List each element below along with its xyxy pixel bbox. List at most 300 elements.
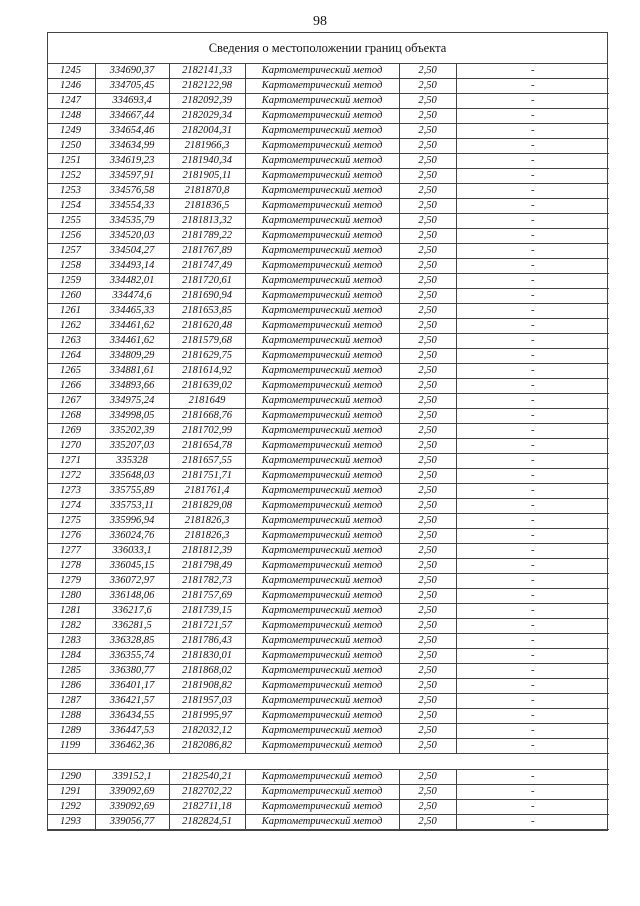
x-coordinate-cell: 336033,1 [95, 544, 169, 559]
description-cell: - [456, 634, 609, 649]
y-coordinate-cell: 2181702,99 [169, 424, 245, 439]
table-row [48, 349, 609, 364]
x-coordinate-cell: 334474,6 [95, 289, 169, 304]
y-coordinate-cell: 2181579,68 [169, 334, 245, 349]
point-number-cell: 1292 [48, 800, 95, 815]
table-row [48, 709, 609, 724]
description-cell: - [456, 544, 609, 559]
accuracy-cell: 2,50 [399, 815, 456, 830]
x-coordinate-cell: 336401,17 [95, 679, 169, 694]
method-cell: Картометрический метод [245, 649, 399, 664]
boundary-points-body [48, 64, 609, 830]
point-number-cell: 1267 [48, 394, 95, 409]
x-coordinate-cell: 334504,27 [95, 244, 169, 259]
table-row [48, 800, 609, 815]
accuracy-cell: 2,50 [399, 604, 456, 619]
description-cell: - [456, 589, 609, 604]
method-cell: Картометрический метод [245, 439, 399, 454]
method-cell: Картометрический метод [245, 394, 399, 409]
point-number-cell: 1245 [48, 64, 95, 79]
x-coordinate-cell: 336434,55 [95, 709, 169, 724]
y-coordinate-cell: 2181747,49 [169, 259, 245, 274]
table-row [48, 424, 609, 439]
point-number-cell: 1259 [48, 274, 95, 289]
table-row [48, 634, 609, 649]
point-number-cell: 1264 [48, 349, 95, 364]
point-number-cell: 1266 [48, 379, 95, 394]
method-cell: Картометрический метод [245, 214, 399, 229]
method-cell: Картометрический метод [245, 289, 399, 304]
x-coordinate-cell: 339152,1 [95, 770, 169, 785]
point-number-cell: 1246 [48, 79, 95, 94]
table-row [48, 364, 609, 379]
x-coordinate-cell: 336045,15 [95, 559, 169, 574]
description-cell: - [456, 79, 609, 94]
method-cell: Картометрический метод [245, 589, 399, 604]
point-number-cell: 1291 [48, 785, 95, 800]
table-row [48, 589, 609, 604]
method-cell: Картометрический метод [245, 634, 399, 649]
method-cell: Картометрический метод [245, 544, 399, 559]
point-number-cell: 1253 [48, 184, 95, 199]
x-coordinate-cell: 334576,58 [95, 184, 169, 199]
x-coordinate-cell: 339092,69 [95, 800, 169, 815]
table-row [48, 319, 609, 334]
method-cell: Картометрический метод [245, 800, 399, 815]
accuracy-cell: 2,50 [399, 79, 456, 94]
point-number-cell: 1281 [48, 604, 95, 619]
accuracy-cell: 2,50 [399, 589, 456, 604]
description-cell: - [456, 334, 609, 349]
table-row [48, 64, 609, 79]
method-cell: Картометрический метод [245, 184, 399, 199]
y-coordinate-cell: 2181639,02 [169, 379, 245, 394]
table-row [48, 229, 609, 244]
accuracy-cell: 2,50 [399, 559, 456, 574]
method-cell: Картометрический метод [245, 739, 399, 754]
table-row [48, 244, 609, 259]
y-coordinate-cell: 2181649 [169, 394, 245, 409]
accuracy-cell: 2,50 [399, 574, 456, 589]
point-number-cell: 1270 [48, 439, 95, 454]
point-number-cell: 1274 [48, 499, 95, 514]
x-coordinate-cell: 336148,06 [95, 589, 169, 604]
y-coordinate-cell: 2181757,69 [169, 589, 245, 604]
table-row [48, 574, 609, 589]
description-cell: - [456, 109, 609, 124]
x-coordinate-cell: 335755,89 [95, 484, 169, 499]
table-row [48, 214, 609, 229]
accuracy-cell: 2,50 [399, 379, 456, 394]
table-row [48, 664, 609, 679]
method-cell: Картометрический метод [245, 274, 399, 289]
x-coordinate-cell: 334482,01 [95, 274, 169, 289]
point-number-cell: 1251 [48, 154, 95, 169]
accuracy-cell: 2,50 [399, 439, 456, 454]
table-row [48, 739, 609, 754]
accuracy-cell: 2,50 [399, 649, 456, 664]
point-number-cell: 1257 [48, 244, 95, 259]
y-coordinate-cell: 2182032,12 [169, 724, 245, 739]
accuracy-cell: 2,50 [399, 694, 456, 709]
y-coordinate-cell: 2181653,85 [169, 304, 245, 319]
table-row [48, 289, 609, 304]
point-number-cell: 1282 [48, 619, 95, 634]
y-coordinate-cell: 2181654,78 [169, 439, 245, 454]
description-cell: - [456, 169, 609, 184]
point-number-cell: 1289 [48, 724, 95, 739]
accuracy-cell: 2,50 [399, 709, 456, 724]
x-coordinate-cell: 336355,74 [95, 649, 169, 664]
method-cell: Картометрический метод [245, 94, 399, 109]
x-coordinate-cell: 336281,5 [95, 619, 169, 634]
table-row [48, 679, 609, 694]
point-number-cell: 1286 [48, 679, 95, 694]
accuracy-cell: 2,50 [399, 169, 456, 184]
description-cell: - [456, 304, 609, 319]
accuracy-cell: 2,50 [399, 289, 456, 304]
description-cell: - [456, 454, 609, 469]
x-coordinate-cell: 334461,62 [95, 319, 169, 334]
x-coordinate-cell: 334461,62 [95, 334, 169, 349]
point-number-cell: 1268 [48, 409, 95, 424]
point-number-cell: 1252 [48, 169, 95, 184]
method-cell: Картометрический метод [245, 499, 399, 514]
method-cell: Картометрический метод [245, 304, 399, 319]
point-number-cell: 1249 [48, 124, 95, 139]
y-coordinate-cell: 2181905,11 [169, 169, 245, 184]
method-cell: Картометрический метод [245, 484, 399, 499]
y-coordinate-cell: 2181812,39 [169, 544, 245, 559]
accuracy-cell: 2,50 [399, 154, 456, 169]
x-coordinate-cell: 334654,46 [95, 124, 169, 139]
x-coordinate-cell: 334690,37 [95, 64, 169, 79]
description-cell: - [456, 469, 609, 484]
accuracy-cell: 2,50 [399, 334, 456, 349]
method-cell: Картометрический метод [245, 694, 399, 709]
description-cell: - [456, 244, 609, 259]
x-coordinate-cell: 334465,33 [95, 304, 169, 319]
accuracy-cell: 2,50 [399, 109, 456, 124]
method-cell: Картометрический метод [245, 679, 399, 694]
x-coordinate-cell: 339092,69 [95, 785, 169, 800]
y-coordinate-cell: 2181826,3 [169, 529, 245, 544]
table-row [48, 79, 609, 94]
table-row [48, 169, 609, 184]
point-number-cell: 1273 [48, 484, 95, 499]
x-coordinate-cell: 336217,6 [95, 604, 169, 619]
y-coordinate-cell: 2181786,43 [169, 634, 245, 649]
table-row [48, 304, 609, 319]
x-coordinate-cell: 334619,23 [95, 154, 169, 169]
point-number-cell: 1247 [48, 94, 95, 109]
y-coordinate-cell: 2181614,92 [169, 364, 245, 379]
description-cell: - [456, 154, 609, 169]
x-coordinate-cell: 339056,77 [95, 815, 169, 830]
y-coordinate-cell: 2181957,03 [169, 694, 245, 709]
x-coordinate-cell: 334634,99 [95, 139, 169, 154]
method-cell: Картометрический метод [245, 124, 399, 139]
y-coordinate-cell: 2181767,89 [169, 244, 245, 259]
point-number-cell: 1256 [48, 229, 95, 244]
accuracy-cell: 2,50 [399, 634, 456, 649]
boundary-points-table [48, 64, 609, 830]
method-cell: Картометрический метод [245, 334, 399, 349]
method-cell: Картометрический метод [245, 619, 399, 634]
description-cell: - [456, 274, 609, 289]
table-row [48, 94, 609, 109]
table-row [48, 785, 609, 800]
x-coordinate-cell: 336072,97 [95, 574, 169, 589]
y-coordinate-cell: 2181629,75 [169, 349, 245, 364]
point-number-cell: 1258 [48, 259, 95, 274]
x-coordinate-cell: 334554,33 [95, 199, 169, 214]
y-coordinate-cell: 2181798,49 [169, 559, 245, 574]
table-row [48, 529, 609, 544]
point-number-cell: 1260 [48, 289, 95, 304]
x-coordinate-cell: 336462,36 [95, 739, 169, 754]
method-cell: Картометрический метод [245, 379, 399, 394]
table-row [48, 484, 609, 499]
description-cell: - [456, 739, 609, 754]
accuracy-cell: 2,50 [399, 724, 456, 739]
y-coordinate-cell: 2181668,76 [169, 409, 245, 424]
description-cell: - [456, 694, 609, 709]
point-number-cell: 1248 [48, 109, 95, 124]
x-coordinate-cell: 334667,44 [95, 109, 169, 124]
method-cell: Картометрический метод [245, 709, 399, 724]
y-coordinate-cell: 2181868,02 [169, 664, 245, 679]
description-cell: - [456, 424, 609, 439]
y-coordinate-cell: 2182004,31 [169, 124, 245, 139]
y-coordinate-cell: 2181789,22 [169, 229, 245, 244]
table-row [48, 184, 609, 199]
y-coordinate-cell: 2181870,8 [169, 184, 245, 199]
point-number-cell: 1263 [48, 334, 95, 349]
table-caption: Сведения о местоположении границ объекта [48, 33, 607, 64]
point-number-cell: 1288 [48, 709, 95, 724]
method-cell: Картометрический метод [245, 815, 399, 830]
table-row [48, 259, 609, 274]
x-coordinate-cell: 334520,03 [95, 229, 169, 244]
y-coordinate-cell: 2181836,5 [169, 199, 245, 214]
table-row [48, 724, 609, 739]
accuracy-cell: 2,50 [399, 529, 456, 544]
accuracy-cell: 2,50 [399, 259, 456, 274]
table-row [48, 649, 609, 664]
accuracy-cell: 2,50 [399, 304, 456, 319]
description-cell: - [456, 649, 609, 664]
description-cell: - [456, 709, 609, 724]
method-cell: Картометрический метод [245, 199, 399, 214]
method-cell: Картометрический метод [245, 469, 399, 484]
description-cell: - [456, 289, 609, 304]
table-row [48, 604, 609, 619]
description-cell: - [456, 229, 609, 244]
description-cell: - [456, 770, 609, 785]
y-coordinate-cell: 2181908,82 [169, 679, 245, 694]
y-coordinate-cell: 2181830,01 [169, 649, 245, 664]
table-row [48, 109, 609, 124]
point-number-cell: 1277 [48, 544, 95, 559]
point-number-cell: 1283 [48, 634, 95, 649]
y-coordinate-cell: 2182122,98 [169, 79, 245, 94]
point-number-cell: 1285 [48, 664, 95, 679]
description-cell: - [456, 184, 609, 199]
table-row [48, 439, 609, 454]
accuracy-cell: 2,50 [399, 184, 456, 199]
description-cell: - [456, 574, 609, 589]
accuracy-cell: 2,50 [399, 619, 456, 634]
method-cell: Картометрический метод [245, 514, 399, 529]
method-cell: Картометрический метод [245, 424, 399, 439]
x-coordinate-cell: 334597,91 [95, 169, 169, 184]
method-cell: Картометрический метод [245, 349, 399, 364]
x-coordinate-cell: 335753,11 [95, 499, 169, 514]
y-coordinate-cell: 2181940,34 [169, 154, 245, 169]
description-cell: - [456, 139, 609, 154]
point-number-cell: 1269 [48, 424, 95, 439]
accuracy-cell: 2,50 [399, 679, 456, 694]
description-cell: - [456, 679, 609, 694]
accuracy-cell: 2,50 [399, 199, 456, 214]
y-coordinate-cell: 2181739,15 [169, 604, 245, 619]
y-coordinate-cell: 2181721,57 [169, 619, 245, 634]
description-cell: - [456, 815, 609, 830]
method-cell: Картометрический метод [245, 529, 399, 544]
table-row [48, 199, 609, 214]
accuracy-cell: 2,50 [399, 229, 456, 244]
point-number-cell: 1287 [48, 694, 95, 709]
description-cell: - [456, 439, 609, 454]
accuracy-cell: 2,50 [399, 454, 456, 469]
page-number: 98 [313, 14, 327, 29]
x-coordinate-cell: 334975,24 [95, 394, 169, 409]
method-cell: Картометрический метод [245, 229, 399, 244]
method-cell: Картометрический метод [245, 409, 399, 424]
accuracy-cell: 2,50 [399, 664, 456, 679]
description-cell: - [456, 319, 609, 334]
table-row [48, 274, 609, 289]
method-cell: Картометрический метод [245, 574, 399, 589]
table-row [48, 815, 609, 830]
description-cell: - [456, 409, 609, 424]
description-cell: - [456, 259, 609, 274]
point-number-cell: 1272 [48, 469, 95, 484]
accuracy-cell: 2,50 [399, 364, 456, 379]
y-coordinate-cell: 2182092,39 [169, 94, 245, 109]
accuracy-cell: 2,50 [399, 800, 456, 815]
method-cell: Картометрический метод [245, 604, 399, 619]
method-cell: Картометрический метод [245, 559, 399, 574]
description-cell: - [456, 499, 609, 514]
separator-cell [48, 754, 609, 770]
point-number-cell: 1290 [48, 770, 95, 785]
method-cell: Картометрический метод [245, 364, 399, 379]
accuracy-cell: 2,50 [399, 424, 456, 439]
accuracy-cell: 2,50 [399, 124, 456, 139]
y-coordinate-cell: 2181782,73 [169, 574, 245, 589]
description-cell: - [456, 214, 609, 229]
x-coordinate-cell: 334705,45 [95, 79, 169, 94]
accuracy-cell: 2,50 [399, 514, 456, 529]
y-coordinate-cell: 2181995,97 [169, 709, 245, 724]
x-coordinate-cell: 336421,57 [95, 694, 169, 709]
point-number-cell: 1254 [48, 199, 95, 214]
table-row [48, 139, 609, 154]
method-cell: Картометрический метод [245, 79, 399, 94]
x-coordinate-cell: 334493,14 [95, 259, 169, 274]
table-row [48, 544, 609, 559]
method-cell: Картометрический метод [245, 454, 399, 469]
point-number-cell: 1255 [48, 214, 95, 229]
y-coordinate-cell: 2182086,82 [169, 739, 245, 754]
table-row [48, 124, 609, 139]
point-number-cell: 1293 [48, 815, 95, 830]
y-coordinate-cell: 2181690,94 [169, 289, 245, 304]
method-cell: Картометрический метод [245, 109, 399, 124]
point-number-cell: 1265 [48, 364, 95, 379]
y-coordinate-cell: 2182711,18 [169, 800, 245, 815]
method-cell: Картометрический метод [245, 244, 399, 259]
y-coordinate-cell: 2182824,51 [169, 815, 245, 830]
description-cell: - [456, 364, 609, 379]
y-coordinate-cell: 2182029,34 [169, 109, 245, 124]
description-cell: - [456, 394, 609, 409]
table-row [48, 154, 609, 169]
description-cell: - [456, 785, 609, 800]
table-row [48, 454, 609, 469]
method-cell: Картометрический метод [245, 724, 399, 739]
method-cell: Картометрический метод [245, 770, 399, 785]
accuracy-cell: 2,50 [399, 785, 456, 800]
method-cell: Картометрический метод [245, 169, 399, 184]
method-cell: Картометрический метод [245, 664, 399, 679]
y-coordinate-cell: 2182141,33 [169, 64, 245, 79]
x-coordinate-cell: 335648,03 [95, 469, 169, 484]
table-row [48, 394, 609, 409]
y-coordinate-cell: 2181720,61 [169, 274, 245, 289]
table-row [48, 499, 609, 514]
description-cell: - [456, 724, 609, 739]
description-cell: - [456, 94, 609, 109]
table-row [48, 694, 609, 709]
description-cell: - [456, 800, 609, 815]
y-coordinate-cell: 2181966,3 [169, 139, 245, 154]
x-coordinate-cell: 334893,66 [95, 379, 169, 394]
accuracy-cell: 2,50 [399, 484, 456, 499]
x-coordinate-cell: 335328 [95, 454, 169, 469]
method-cell: Картометрический метод [245, 319, 399, 334]
accuracy-cell: 2,50 [399, 544, 456, 559]
description-cell: - [456, 514, 609, 529]
x-coordinate-cell: 334693,4 [95, 94, 169, 109]
description-cell: - [456, 604, 609, 619]
accuracy-cell: 2,50 [399, 64, 456, 79]
point-number-cell: 1279 [48, 574, 95, 589]
table-row [48, 334, 609, 349]
x-coordinate-cell: 334809,29 [95, 349, 169, 364]
boundary-table-frame [47, 32, 608, 831]
method-cell: Картометрический метод [245, 259, 399, 274]
accuracy-cell: 2,50 [399, 499, 456, 514]
table-row [48, 514, 609, 529]
description-cell: - [456, 64, 609, 79]
description-cell: - [456, 199, 609, 214]
x-coordinate-cell: 335202,39 [95, 424, 169, 439]
x-coordinate-cell: 336328,85 [95, 634, 169, 649]
point-number-cell: 1271 [48, 454, 95, 469]
